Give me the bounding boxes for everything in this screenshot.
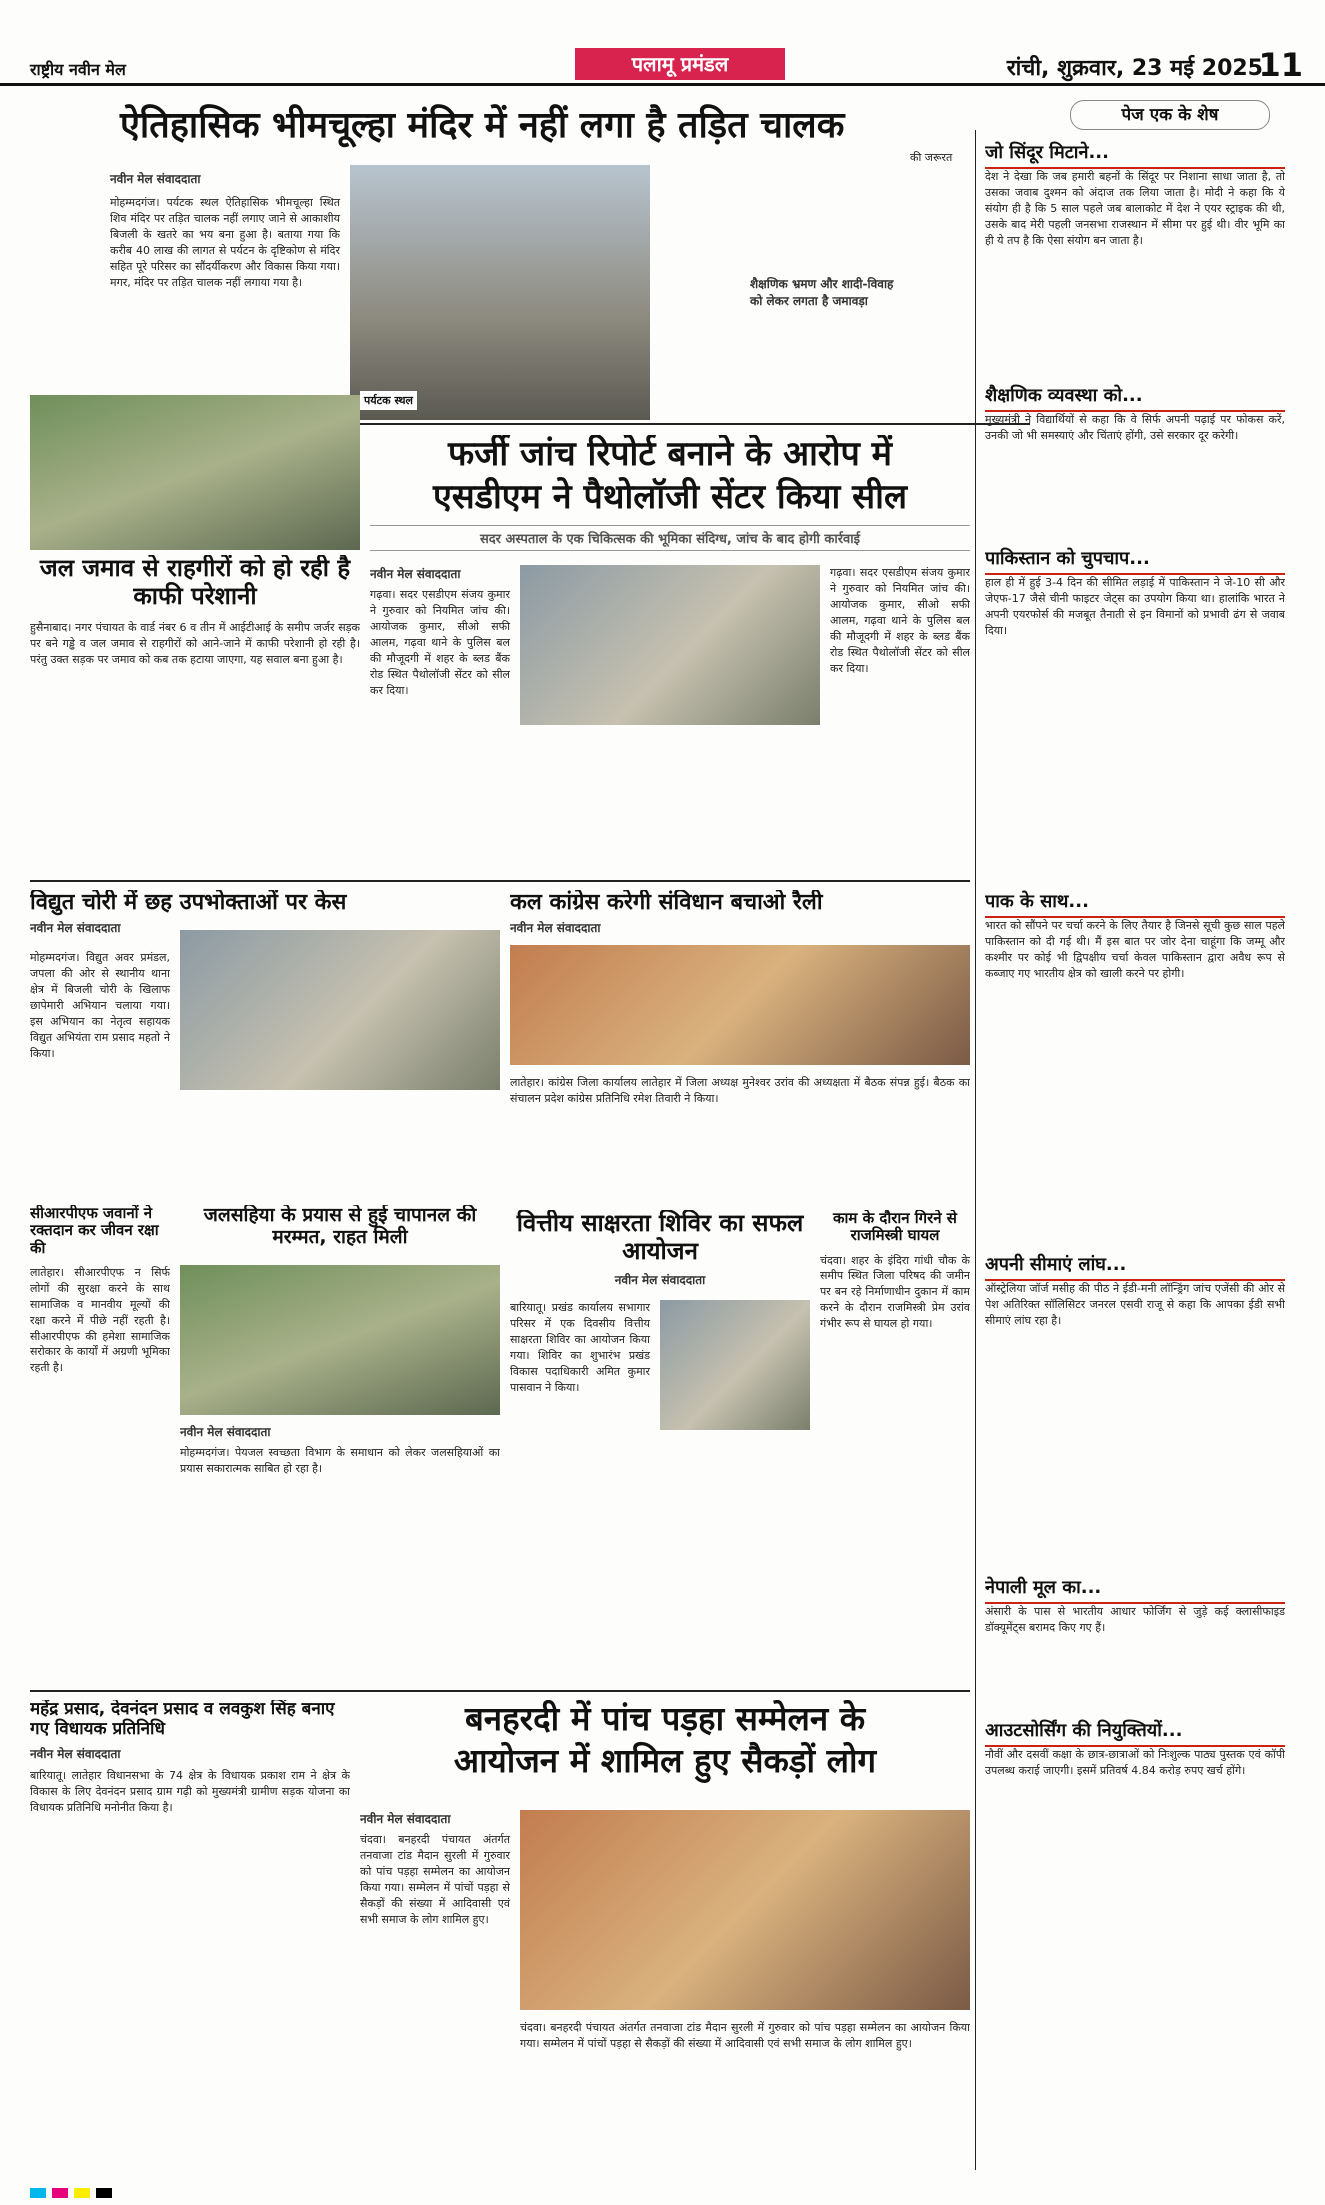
top-story-byline: नवीन मेल संवाददाता xyxy=(110,172,201,186)
power-theft-photo xyxy=(180,930,500,1090)
handpump-photo xyxy=(180,1265,500,1415)
pathology-byline: नवीन मेल संवाददाता xyxy=(370,567,461,581)
side-item xyxy=(985,1575,1285,1704)
side-item-headline: पाकिस्तान को चुपचाप... xyxy=(985,546,1285,575)
pathology-story xyxy=(370,435,970,875)
side-item-headline: अपनी सीमाएं लांघ... xyxy=(985,1252,1285,1281)
section-divider xyxy=(30,1690,970,1692)
pathology-headline-2: एसडीएम ने पैथोलॉजी सेंटर किया सील xyxy=(432,477,908,518)
congress-rally-text: लातेहार। कांग्रेस जिला कार्यालय लातेहार में जिला अध्यक्ष मुनेश्वर उरांव की अध्यक्षता में बैठक संपन्न हुई। बैठक का संचालन प्रदेश कांग्रेस प्रतिनिधि रमेश तिवारी ने किया। xyxy=(510,1076,970,1105)
handpump-story xyxy=(180,1205,500,1685)
handpump-text: मोहम्मदगंज। पेयजल स्वच्छता विभाग के समाधान को लेकर जलसहियाओं का प्रयास सकारात्मक साबित हो रहा है। xyxy=(180,1446,500,1475)
padha-conference-text: चंदवा। बनहरदी पंचायत अंतर्गत तनवाजा टांड मैदान सुरली में गुरुवार को पांच पड़हा सम्मेलन का आयोजन किया गया। सम्मेलन में पांचों पड़हा से सैकड़ों की संख्या में आदिवासी एवं सभी समाज के लोग शामिल हुए। xyxy=(360,1833,510,1926)
section-label: पलामू प्रमंडल xyxy=(575,48,785,80)
section-divider xyxy=(30,880,970,882)
padha-conference-text-2: चंदवा। बनहरदी पंचायत अंतर्गत तनवाजा टांड मैदान सुरली में गुरुवार को पांच पड़हा सम्मेलन का आयोजन किया गया। सम्मेलन में पांचों पड़हा से सैकड़ों की संख्या में आदिवासी एवं सभी समाज के लोग शामिल हुए। xyxy=(520,2021,970,2050)
newspaper-brand: राष्ट्रीय नवीन मेल xyxy=(30,60,126,79)
top-story-subhead: शैक्षणिक भ्रमण और शादी-विवाह को लेकर लगता है जमावड़ा xyxy=(750,277,894,308)
congress-rally-photo xyxy=(510,945,970,1065)
pathology-text-2: गढ़वा। सदर एसडीएम संजय कुमार ने गुरुवार को नियमित जांच की। आयोजक कुमार, सीओ सफी आलम, गढ़वा थाने के पुलिस बल की मौजूदगी में शहर के ब्लड बैंक रोड स्थित पैथोलॉजी सेंटर को सील कर दिया। xyxy=(830,566,970,675)
side-item-headline: पाक के साथ... xyxy=(985,889,1285,918)
registration-swatch xyxy=(74,2188,90,2198)
page-number: 11 xyxy=(1258,46,1303,84)
side-column-divider xyxy=(975,130,976,2170)
padha-conference-byline: नवीन मेल संवाददाता xyxy=(360,1812,451,1826)
financial-literacy-headline: वित्तीय साक्षरता शिविर का सफल आयोजन xyxy=(516,1210,804,1265)
side-item-headline: नेपाली मूल का... xyxy=(985,1575,1285,1604)
congress-rally-byline: नवीन मेल संवाददाता xyxy=(510,921,601,936)
registration-swatch xyxy=(96,2188,112,2198)
side-item-text: अंसारी के पास से भारतीय आधार फोर्जिंग से जुड़े कई क्लासीफाइड डॉक्यूमेंट्स बरामद किए गए हैं। xyxy=(985,1605,1285,1634)
padha-conference-headline-1: बनहरदी में पांच पड़हा सम्मेलन के xyxy=(464,1700,866,1738)
side-item xyxy=(985,1252,1285,1561)
temple-photo xyxy=(350,165,650,420)
mla-representatives-story xyxy=(30,1700,350,2170)
side-column xyxy=(985,140,1285,2170)
handpump-headline: जलसहिया के प्रयास से हुई चापानल की मरम्मत, राहत मिली xyxy=(203,1205,477,1248)
temple-photo-caption: पर्यटक स्थल xyxy=(360,391,417,410)
mla-representatives-byline: नवीन मेल संवाददाता xyxy=(30,1747,121,1762)
power-theft-text: मोहम्मदगंज। विद्युत अवर प्रमंडल, जपला की ओर से स्थानीय थाना क्षेत्र में बिजली चोरी के खिलाफ छापेमारी अभियान चलाया गया। इस अभियान का नेतृत्व सहायक विद्युत अभियंता राम प्रसाद महतो ने किया। xyxy=(30,951,170,1060)
financial-literacy-photo xyxy=(660,1300,810,1430)
handpump-byline: नवीन मेल संवाददाता xyxy=(180,1425,271,1439)
top-story-text: मोहम्मदगंज। पर्यटक स्थल ऐतिहासिक भीमचूल्हा स्थित शिव मंदिर पर तड़ित चालक नहीं लगाए जाने से आकाशीय बिजली के खतरे का भय बना हुआ है। बताया गया कि करीब 40 लाख की लागत से पर्यटन के दृष्टिकोण से मंदिर सहित पूरे परिसर का सौंदर्यीकरण और विकास किया गया। मगर, मंदिर पर तड़ित चालक नहीं लगाया गया है। xyxy=(110,196,340,289)
color-registration-bar xyxy=(0,2181,1325,2205)
padha-conference-photo xyxy=(520,1810,970,2010)
side-item xyxy=(985,889,1285,1238)
side-item-text: नौवीं और दसवीं कक्षा के छात्र-छात्राओं को निःशुल्क पाठ्य पुस्तक एवं कॉपी उपलब्ध कराई जाएगी। इसमें प्रतिवर्ष 4.84 करोड़ रुपए खर्च होंगे। xyxy=(985,1748,1285,1777)
side-item-headline: आउटसोर्सिंग की नियुक्तियों... xyxy=(985,1718,1285,1747)
crpf-headline: सीआरपीएफ जवानों ने रक्तदान कर जीवन रक्षा की xyxy=(30,1205,159,1257)
padha-conference-story xyxy=(360,1700,970,2170)
congress-rally-story xyxy=(510,890,970,1200)
waterlogging-story xyxy=(30,555,360,875)
mla-representatives-text: बारियातू। लातेहार विधानसभा के 74 क्षेत्र के विधायक प्रकाश राम ने क्षेत्र के विकास के लिए देवनंदन प्रसाद ग्राम गढ़ी को मुख्यमंत्री ग्रामीण सड़क योजना का विधायक प्रतिनिधि मनोनीत किया है। xyxy=(30,1769,350,1814)
mason-injury-text: चंदवा। शहर के इंदिरा गांधी चौक के समीप स्थित जिला परिषद की जमीन पर बन रहे निर्माणाधीन दुकान में काम करने के दौरान राजमिस्त्री प्रेम उरांव गंभीर रूप से घायल हो गया। xyxy=(820,1253,970,1331)
top-story xyxy=(30,95,1030,425)
mason-injury-story xyxy=(820,1210,970,1680)
financial-literacy-text: बारियातू। प्रखंड कार्यालय सभागार परिसर में एक दिवसीय वित्तीय साक्षरता शिविर का आयोजन किया गया। शिविर का शुभारंभ प्रखंड विकास पदाधिकारी अमित कुमार पासवान ने किया। xyxy=(510,1301,650,1394)
dateline: रांची, शुक्रवार, 23 मई 2025 xyxy=(1006,56,1263,81)
side-item-text: हाल ही में हुई 3-4 दिन की सीमित लड़ाई में पाकिस्तान ने जे-10 सी और जेएफ-17 जैसे चीनी फाइटर जेट्स का उपयोग किया था। हालांकि भारत ने अपनी एयरफोर्स की मजबूत तैनाती से इन विमानों को प्रभावी ढंग से जवाब दिया। xyxy=(985,576,1285,637)
registration-swatch xyxy=(52,2188,68,2198)
top-story-headline: ऐतिहासिक भीमचूल्हा मंदिर में नहीं लगा है तड़ित चालक xyxy=(120,105,845,146)
crpf-story xyxy=(30,1205,170,1685)
pathology-headline-1: फर्जी जांच रिपोर्ट बनाने के आरोप में xyxy=(447,435,893,474)
page-one-continuations-tag: पेज एक के शेष xyxy=(1070,100,1270,130)
power-theft-story xyxy=(30,890,500,1200)
financial-literacy-byline: नवीन मेल संवाददाता xyxy=(614,1273,706,1288)
pathology-text: गढ़वा। सदर एसडीएम संजय कुमार ने गुरुवार को नियमित जांच की। आयोजक कुमार, सीओ सफी आलम, गढ़वा थाने के पुलिस बल की मौजूदगी में शहर के ब्लड बैंक रोड स्थित पैथोलॉजी सेंटर को सील कर दिया। xyxy=(370,588,510,697)
congress-rally-headline: कल कांग्रेस करेगी संविधान बचाओ रैली xyxy=(510,890,823,915)
side-item-text: देश ने देखा कि जब हमारी बहनों के सिंदूर पर निशाना साधा जाता है, तो उसका जवाब दुश्मन को अंदाज तक लिया जाता है। मोदी ने कहा कि ये संयोग ही है कि 5 साल पहले जब बालाकोट में देश ने एयर स्ट्राइक की थी, उसके बाद मेरी पहली जनसभा राजस्थान में सीमा पर हुई थी। वीर भूमि का ही ये तप है कि ऐसा संयोग बन जाता है। xyxy=(985,170,1285,247)
top-story-sub-caption: की जरूरत xyxy=(910,151,953,164)
side-item xyxy=(985,383,1285,532)
power-theft-headline: विद्युत चोरी में छह उपभोक्ताओं पर केस xyxy=(30,890,347,915)
power-theft-byline: नवीन मेल संवाददाता xyxy=(30,921,121,936)
side-item-text: भारत को सौंपने पर चर्चा करने के लिए तैयार है जिनसे सूची कुछ साल पहले पाकिस्तान को दी गई थी। मैं इस बात पर जोर देना चाहूंगा कि जम्मू और कश्मीर पर कोई भी द्विपक्षीय चर्चा केवल पाकिस्तान द्वारा अवैध रूप से कब्जाए गए भारतीय क्षेत्र को खाली करने पर होगी। xyxy=(985,919,1285,980)
pathology-photo xyxy=(520,565,820,725)
registration-swatch xyxy=(30,2188,46,2198)
masthead xyxy=(0,0,1325,86)
mason-injury-headline: काम के दौरान गिरने से राजमिस्त्री घायल xyxy=(833,1210,957,1245)
side-item-headline: शैक्षणिक व्यवस्था को... xyxy=(985,383,1285,412)
side-item-text: मुख्यमंत्री ने विद्यार्थियों से कहा कि वे सिर्फ अपनी पढ़ाई पर फोकस करें, उनकी जो भी समस्याएं और चिंताएं होंगी, उसे सरकार दूर करेगी। xyxy=(985,413,1285,442)
waterlogging-text: हुसैनाबाद। नगर पंचायत के वार्ड नंबर 6 व तीन में आईटीआई के समीप जर्जर सड़क पर बने गड्ढे व जल जमाव से राहगीरों को आने-जाने में काफी परेशानी हो रही है। परंतु उक्त सड़क पर जमाव को कब तक हटाया जाएगा, यह सवाल बना हुआ है। xyxy=(30,621,360,667)
waterlogging-headline: जल जमाव से राहगीरों को हो रही है काफी परेशानी xyxy=(39,555,351,610)
side-item xyxy=(985,1718,1285,1927)
side-item-headline: जो सिंदूर मिटाने... xyxy=(985,140,1285,169)
financial-literacy-story xyxy=(510,1210,810,1680)
pathology-deck: सदर अस्पताल के एक चिकित्सक की भूमिका संदिग्ध, जांच के बाद होगी कार्रवाई xyxy=(370,525,970,551)
padha-conference-headline-2: आयोजन में शामिल हुए सैकड़ों लोग xyxy=(453,1740,877,1780)
waterlogging-photo xyxy=(30,395,360,550)
side-item-text: ऑस्ट्रेलिया जॉर्ज मसीह की पीठ ने ईडी-मनी लॉन्ड्रिंग जांच एजेंसी की ओर से पेश अतिरिक्त सॉलिसिटर जनरल एसवी राजू से कहा कि आपका ईडी सभी सीमाएं लांघ रहा है। xyxy=(985,1282,1285,1327)
mla-representatives-headline: महेंद्र प्रसाद, देवनंदन प्रसाद व लवकुश सिंह बनाए गए विधायक प्रतिनिधि xyxy=(30,1700,335,1739)
side-item xyxy=(985,546,1285,875)
crpf-text: लातेहार। सीआरपीएफ न सिर्फ लोगों की सुरक्षा करने के साथ सामाजिक व मानवीय मूल्यों की रक्षा करने में पीछे नहीं रहती है। सीआरपीएफ की हमेशा सामाजिक सरोकार के कार्यों में अग्रणी भूमिका रहती है। xyxy=(30,1265,170,1375)
side-item xyxy=(985,140,1285,369)
